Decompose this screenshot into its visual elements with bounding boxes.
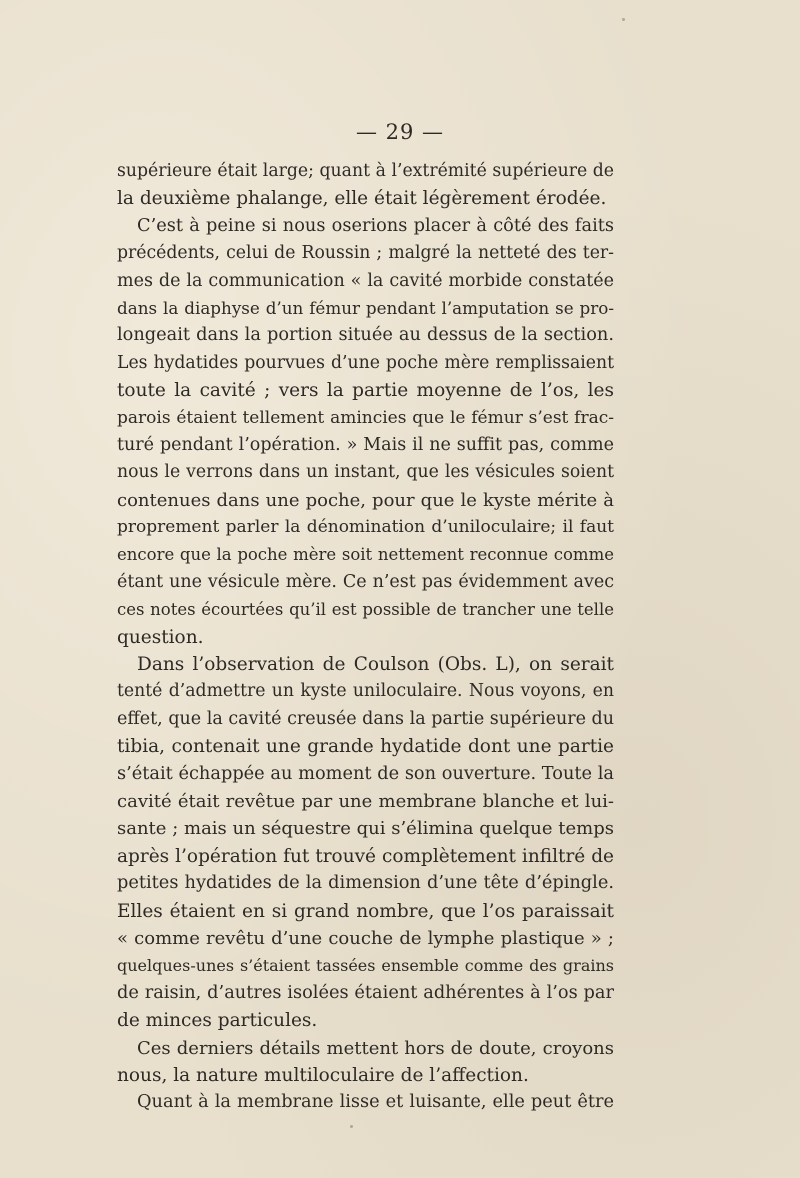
- text-line: la deuxième phalange, elle était légèrement érodée.: [117, 188, 607, 210]
- text-line: tenté d’admettre un kyste uniloculaire. Nous voyons, en: [117, 681, 614, 702]
- text-line: après l’opération fut trouvé complètement infiltré de: [117, 845, 614, 867]
- text-line: contenues dans une poche, pour que le kyste mérite à: [117, 489, 614, 511]
- text-line: Quant à la membrane lisse et luisante, elle peut être: [137, 1092, 614, 1113]
- text-line: étant une vésicule mère. Ce n’est pas évidemment avec: [117, 571, 614, 592]
- text-line: effet, que la cavité creusée dans la partie supérieure du: [117, 708, 614, 729]
- text-line: mes de la communication « la cavité morbide constatée: [117, 270, 614, 291]
- text-line: parois étaient tellement amincies que le fémur s’est frac-: [117, 407, 614, 428]
- text-line: « comme revêtu d’une couche de lymphe plastique » ;: [117, 927, 614, 949]
- text-line: toute la cavité ; vers la partie moyenne de l’os, les: [117, 380, 614, 402]
- text-line: de minces particules.: [117, 1010, 318, 1032]
- text-line: dans la diaphyse d’un fémur pendant l’amputation se pro-: [117, 297, 614, 318]
- text-line: quelques-unes s’étaient tassées ensemble comme des grains: [117, 956, 614, 976]
- text-line: Ces derniers détails mettent hors de doute, croyons: [137, 1037, 614, 1059]
- text-line: sante ; mais un séquestre qui s’élimina quelque temps: [117, 818, 614, 840]
- text-line: Elles étaient en si grand nombre, que l’os paraissait: [117, 900, 614, 922]
- text-line: encore que la poche mère soit nettement reconnue comme: [117, 545, 614, 565]
- text-line: cavité était revêtue par une membrane blanche et lui-: [117, 790, 614, 812]
- text-line: longeait dans la portion située au dessus de la section.: [117, 325, 614, 346]
- text-line: nous le verrons dans un instant, que les vésicules soient: [117, 462, 614, 483]
- text-line: ces notes écourtées qu’il est possible de trancher une telle: [117, 600, 614, 620]
- text-line: tibia, contenait une grande hydatide dont une partie: [117, 736, 614, 758]
- text-line: proprement parler la dénomination d’uniloculaire; il faut: [117, 517, 614, 538]
- text-line: petites hydatides de la dimension d’une tête d’épingle.: [117, 873, 614, 894]
- text-line: précédents, celui de Roussin ; malgré la netteté des ter-: [117, 243, 614, 264]
- paper-speck: [622, 18, 625, 21]
- text-line: Les hydatides pourvues d’une poche mère remplissaient: [117, 352, 614, 373]
- text-line: turé pendant l’opération. » Mais il ne suffit pas, comme: [117, 434, 614, 455]
- text-line: nous, la nature multiloculaire de l’affection.: [117, 1064, 529, 1086]
- paper-speck: [350, 1125, 353, 1128]
- text-line: supérieure était large; quant à l’extrémité supérieure de: [117, 161, 614, 181]
- text-line: C’est à peine si nous oserions placer à côté des faits: [137, 215, 614, 236]
- text-line: question.: [117, 626, 204, 648]
- body-text: [117, 158, 614, 1117]
- text-line: s’était échappée au moment de son ouverture. Toute la: [117, 763, 614, 784]
- page-number: — 29 —: [355, 120, 445, 144]
- text-line: Dans l’observation de Coulson (Obs. L), on serait: [137, 654, 614, 676]
- text-line: de raisin, d’autres isolées étaient adhérentes à l’os par: [117, 982, 614, 1003]
